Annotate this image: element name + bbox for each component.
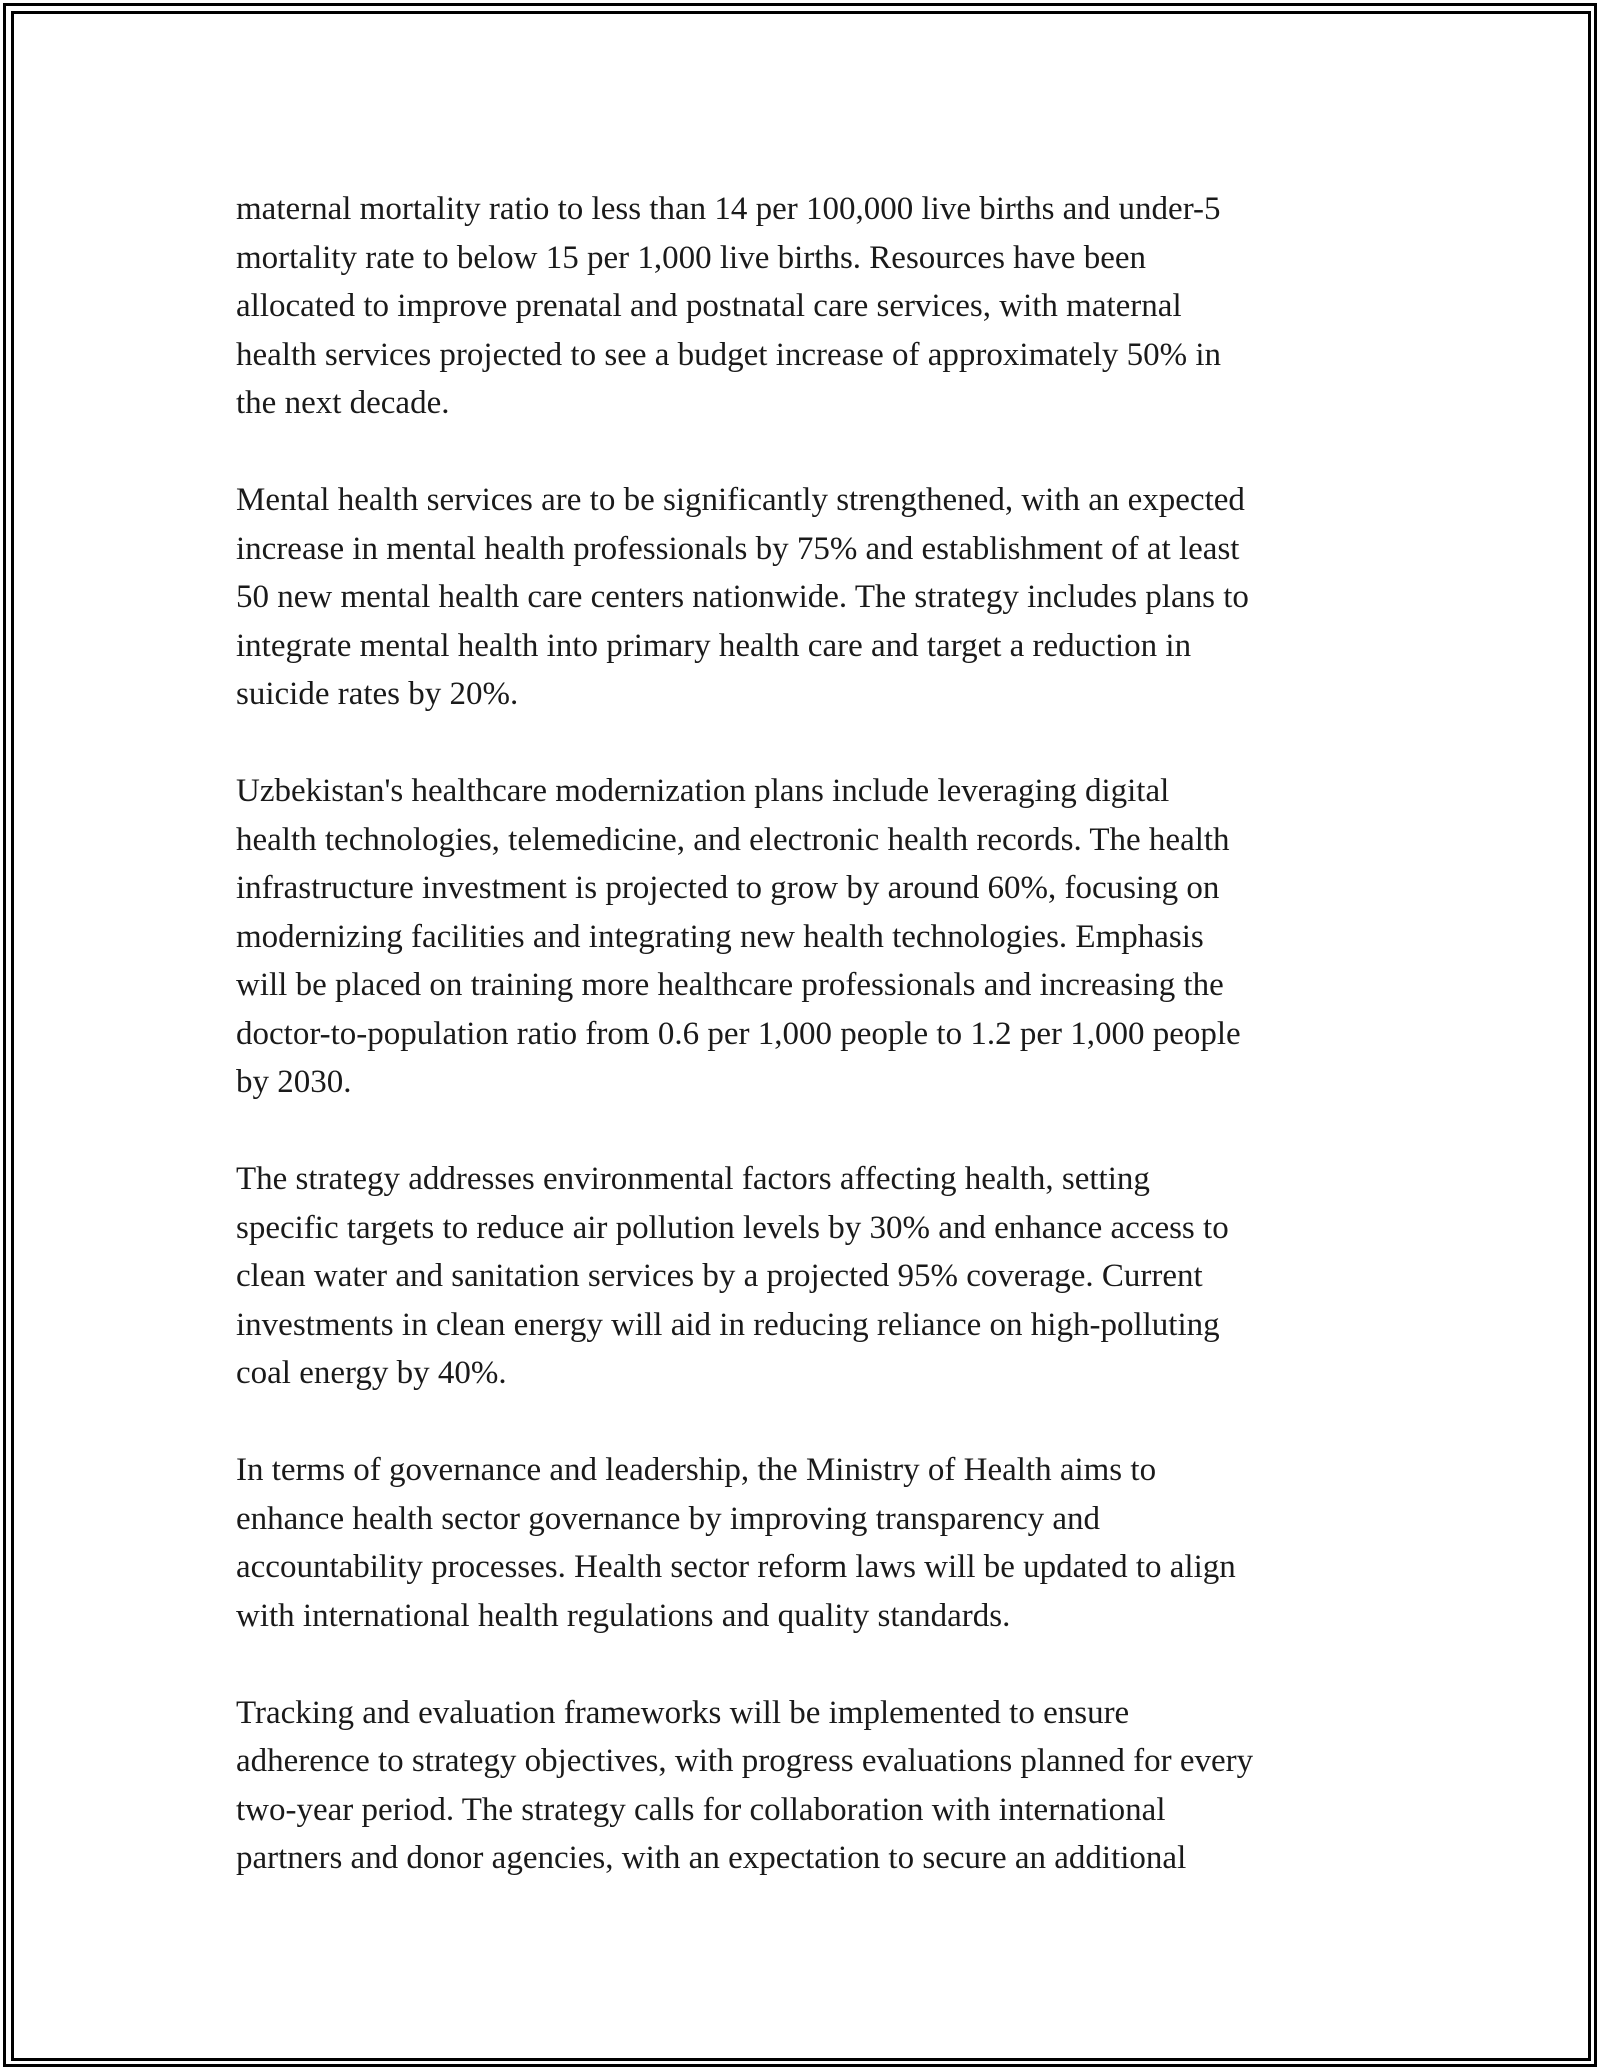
- text-line: with international health regulations and quality standards.: [236, 1597, 1011, 1634]
- text-line: investments in clean energy will aid in reducing reliance on high-polluting: [236, 1306, 1220, 1343]
- text-line: mortality rate to below 15 per 1,000 live births. Resources have been: [236, 239, 1146, 276]
- text-line: the next decade.: [236, 385, 450, 421]
- text-line: modernizing facilities and integrating new health technologies. Emphasis: [236, 918, 1204, 955]
- paragraph-mental-health: [236, 476, 1376, 719]
- text-line: allocated to improve prenatal and postnatal care services, with maternal: [236, 288, 1182, 324]
- text-line: health technologies, telemedicine, and electronic health records. The health: [236, 821, 1230, 858]
- text-line: The strategy addresses environmental factors affecting health, setting: [236, 1161, 1150, 1197]
- text-line: health services projected to see a budget increase of approximately 50% in: [236, 336, 1222, 373]
- text-line: by 2030.: [236, 1064, 352, 1100]
- text-line: enhance health sector governance by improving transparency and: [236, 1500, 1101, 1537]
- document-body: [236, 185, 1376, 1931]
- text-line: Mental health services are to be significantly strengthened, with an expected: [236, 482, 1245, 518]
- paragraph-maternal-health: [236, 185, 1376, 428]
- text-line: Tracking and evaluation frameworks will be implemented to ensure: [236, 1694, 1130, 1731]
- text-line: will be placed on training more healthcare professionals and increasing the: [236, 967, 1224, 1003]
- paragraph-modernization: [236, 767, 1376, 1107]
- paragraph-tracking: [236, 1689, 1376, 1883]
- text-line: 50 new mental health care centers nationwide. The strategy includes plans to: [236, 579, 1249, 615]
- text-line: Uzbekistan's healthcare modernization plans include leveraging digital: [236, 773, 1170, 809]
- text-line: maternal mortality ratio to less than 14 per 100,000 live births and under-5: [236, 191, 1221, 227]
- text-line: two-year period. The strategy calls for collaboration with international: [236, 1791, 1166, 1828]
- text-line: integrate mental health into primary health care and target a reduction in: [236, 627, 1192, 664]
- text-line: accountability processes. Health sector reform laws will be updated to align: [236, 1549, 1236, 1585]
- text-line: infrastructure investment is projected to grow by around 60%, focusing on: [236, 870, 1220, 906]
- text-line: clean water and sanitation services by a projected 95% coverage. Current: [236, 1258, 1203, 1294]
- paragraph-environment: [236, 1155, 1376, 1398]
- text-line: doctor-to-population ratio from 0.6 per 1,000 people to 1.2 per 1,000 people: [236, 1015, 1241, 1052]
- text-line: suicide rates by 20%.: [236, 676, 519, 712]
- text-line: specific targets to reduce air pollution levels by 30% and enhance access to: [236, 1209, 1229, 1246]
- text-line: increase in mental health professionals by 75% and establishment of at least: [236, 530, 1240, 567]
- text-line: coal energy by 40%.: [236, 1355, 507, 1391]
- text-line: In terms of governance and leadership, the Ministry of Health aims to: [236, 1452, 1157, 1488]
- paragraph-governance: [236, 1446, 1376, 1640]
- text-line: adherence to strategy objectives, with progress evaluations planned for every: [236, 1743, 1254, 1779]
- text-line: partners and donor agencies, with an expectation to secure an additional: [236, 1840, 1187, 1876]
